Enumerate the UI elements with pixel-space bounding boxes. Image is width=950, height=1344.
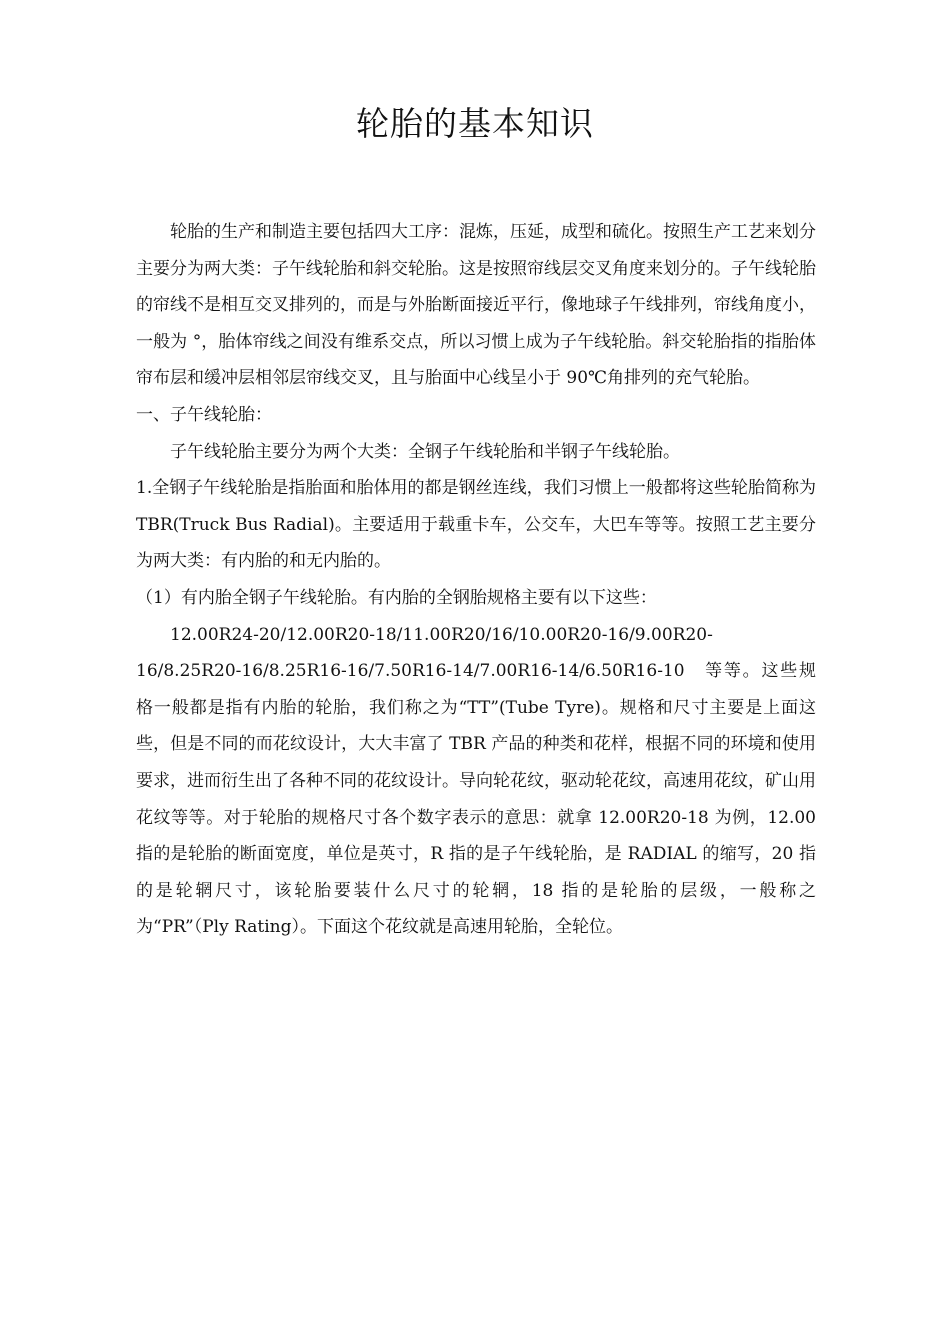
document-title: 轮胎的基本知识 <box>356 104 594 143</box>
document-body <box>136 214 816 946</box>
paragraph-intro: 轮胎的生产和制造主要包括四大工序：混炼，压延，成型和硫化。按照生产工艺来划分主要分为两大类：子午线轮胎和斜交轮胎。这是按照帘线层交叉角度来划分的。子午线轮胎的帘线不是相互交叉排列的，而是与外胎断面接近平行，像地球子午线排列，帘线角度小，一般为 °，胎体帘线之间没有维系交点，所以习惯上成为子午线轮胎。斜交轮胎指的指胎体 帘布层和缓冲层相邻层帘线交叉，且与胎面中心线呈小于 90℃角排列的充气轮胎。 <box>136 222 816 389</box>
paragraph-radial-categories: 子午线轮胎主要分为两个大类：全钢子午线轮胎和半钢子午线轮胎。 <box>170 441 680 462</box>
subheading-tube-tbr: （1）有内胎全钢子午线轮胎。有内胎的全钢胎规格主要有以下这些： <box>136 587 657 608</box>
paragraph-tbr: 1.全钢子午线轮胎是指胎面和胎体用的都是钢丝连线，我们习惯上一般都将这些轮胎简称为 TBR(Truck Bus Radial)。主要适用于载重卡车，公交车，大巴车等等。按照工艺主要分为两大类：有内胎的和无内胎的。 <box>136 478 816 572</box>
paragraph-specifications: 12.00R24-20/12.00R20-18/11.00R20/16/10.00R20-16/9.00R20-16/8.25R20-16/8.25R16-16/7.50R16-14/7.00R16-14/6.50R16-10 等等。这些规格一般都是指有内胎的轮胎，我们称之为“TT”(Tube Tyre)。规格和尺寸主要是上面这些，但是不同的而花纹设计，大大丰富了 TBR 产品的种类和花样，根据不同的环境和使用要求，进而衍生出了各种不同的花纹设计。导向轮花纹，驱动轮花纹，高速用花纹，矿山用花纹等等。对于轮胎的规格尺寸各个数字表示的意思：就拿 12.00R20-18 为例，12.00 指的是轮胎的断面宽度，单位是英寸，R 指的是子午线轮胎，是 RADIAL 的缩写，20 指的是轮辋尺寸，该轮胎要装什么尺寸的轮辋，18 指的是轮胎的层级，一般称之为“PR”（Ply Rating）。下面这个花纹就是高速用轮胎，全轮位。 <box>136 624 816 938</box>
section-heading-radial: 一、子午线轮胎： <box>136 404 272 425</box>
